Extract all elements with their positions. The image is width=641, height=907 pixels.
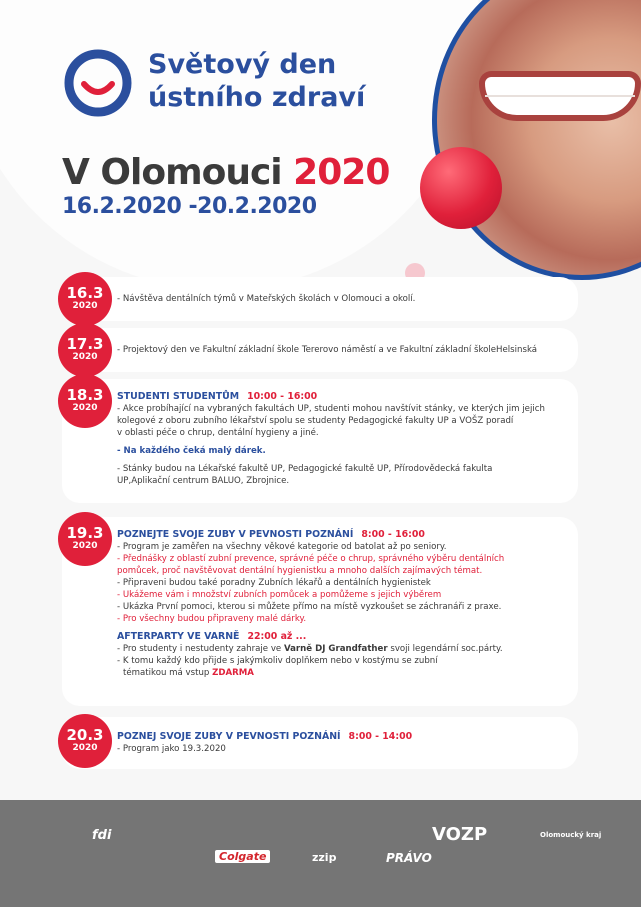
smile-photo	[432, 0, 641, 280]
event-text: - Projektový den ve Fakultní základní škole Tererovo náměstí a ve Fakultní základní školeHelsinská	[117, 345, 538, 355]
sponsor-logo-colgate: Colgate	[215, 850, 270, 863]
event-heading-text: POZNEJ SVOJE ZUBY V PEVNOSTI POZNÁNÍ	[117, 731, 341, 742]
event-line: - Program je zaměřen na všechny věkové kategorie od batolat až po seniory.	[117, 542, 447, 552]
city-name: V Olomouci	[62, 152, 282, 193]
event-line: - Ukážeme vám i množství zubních pomůcek a pomůžeme s jejich výběrem	[117, 590, 442, 600]
sponsor-logo-olomoucky-kraj: Olomoucký kraj	[540, 831, 602, 839]
event-line: v oblasti péče o chrup, dentální hygieny a jiné.	[117, 428, 319, 438]
event-card-19-3	[62, 517, 578, 706]
event-card-17-3	[62, 328, 578, 372]
event-heading	[117, 529, 568, 541]
badge-year: 2020	[72, 301, 98, 311]
sponsor-logo-zzip: zzip	[312, 851, 337, 864]
event-line: - Program jako 19.3.2020	[117, 744, 226, 754]
afterparty-heading-text: AFTERPARTY VE VARNĚ	[117, 631, 240, 642]
red-ball-decoration	[420, 147, 502, 229]
date-badge	[58, 714, 112, 768]
badge-day: 19.3	[66, 524, 104, 542]
badge-day: 17.3	[66, 335, 104, 353]
badge-day: 18.3	[66, 386, 104, 404]
event-line: - K tomu každý kdo přijde s jakýmkoliv doplňkem nebo v kostýmu se zubní	[117, 656, 438, 666]
event-heading	[117, 731, 568, 743]
dj-name: Varně DJ Grandfather	[283, 644, 388, 654]
event-heading-text: POZNEJTE SVOJE ZUBY V PEVNOSTI POZNÁNÍ	[117, 529, 354, 540]
smile-logo-icon	[63, 48, 133, 118]
sponsors-band	[0, 800, 641, 907]
event-heading	[117, 391, 568, 403]
event-line: kolegové z oboru zubního lékařství spolu se studenty Pedagogické fakulty UP a VOŠZ poradí	[117, 416, 514, 426]
event-line: - Připraveni budou také poradny Zubních lékařů a dentálních hygienistek	[117, 578, 431, 588]
line-part: - Pro studenty i nestudenty zahraje ve	[117, 644, 284, 654]
badge-day: 20.3	[66, 726, 104, 744]
event-content	[117, 391, 568, 487]
event-line: UP,Aplikační centrum BALUO, Zbrojnice.	[117, 476, 290, 486]
event-line: pomůcek, proč navštěvovat dentální hygienistku a mnoho dalších zajímavých témat.	[117, 566, 483, 576]
afterparty-time: 22:00 až ...	[247, 631, 307, 642]
event-time: 10:00 - 16:00	[247, 391, 318, 402]
event-time: 8:00 - 16:00	[361, 529, 425, 540]
event-title	[148, 48, 365, 114]
event-line	[117, 643, 568, 655]
city-heading	[62, 152, 389, 193]
event-time: 8:00 - 14:00	[348, 731, 413, 742]
city-year: 2020	[293, 152, 390, 193]
event-content	[117, 731, 568, 755]
event-line: - Přednášky z oblastí zubní prevence, správné péče o chrup, správného výběru dentálních	[117, 554, 505, 564]
event-content	[117, 344, 568, 356]
sponsor-logo-fdi: fdi	[92, 828, 112, 843]
event-line: - Pro všechny budou připraveny malé dárky.	[117, 614, 307, 624]
event-content	[117, 529, 568, 679]
event-line: - Na každého čeká malý dárek.	[117, 446, 266, 456]
event-title-line2: ústního zdraví	[148, 82, 366, 113]
badge-year: 2020	[72, 403, 98, 413]
free-entry: ZDARMA	[212, 668, 254, 678]
event-line: - Akce probíhající na vybraných fakultách UP, studenti mohou navštívit stánky, ve kterých jim jejich	[117, 404, 545, 414]
date-range: 16.2.2020 -20.2.2020	[62, 194, 317, 219]
afterparty-heading	[117, 631, 568, 643]
event-content	[117, 293, 568, 305]
date-badge	[58, 323, 112, 377]
event-text: - Návštěva dentálních týmů v Mateřských školách v Olomouci a okolí.	[117, 294, 416, 304]
date-badge	[58, 272, 112, 326]
event-card-20-3	[62, 717, 578, 769]
line-part: tématikou má vstup	[123, 668, 213, 678]
sponsor-logo-vozp: VOZP	[432, 824, 488, 845]
badge-year: 2020	[72, 541, 98, 551]
header-background-circle	[0, 0, 480, 290]
sponsor-logo-pravo: PRÁVO	[386, 851, 432, 865]
event-line: - Stánky budou na Lékařské fakultě UP, Pedagogické fakultě UP, Přírodovědecká fakulta	[117, 464, 493, 474]
badge-day: 16.3	[66, 284, 104, 302]
badge-year: 2020	[72, 743, 98, 753]
date-badge	[58, 512, 112, 566]
event-heading-text: STUDENTI STUDENTŮM	[117, 391, 240, 402]
date-badge	[58, 374, 112, 428]
line-part: svoji legendární soc.párty.	[387, 644, 503, 654]
event-title-line1: Světový den	[148, 49, 337, 80]
event-card-16-3	[62, 277, 578, 321]
event-line	[117, 667, 568, 679]
badge-year: 2020	[72, 352, 98, 362]
event-line: - Ukázka První pomoci, kterou si můžete přímo na místě vyzkoušet se záchranáři z praxe.	[117, 602, 502, 612]
event-card-18-3	[62, 379, 578, 503]
teeth-illustration	[485, 77, 635, 115]
